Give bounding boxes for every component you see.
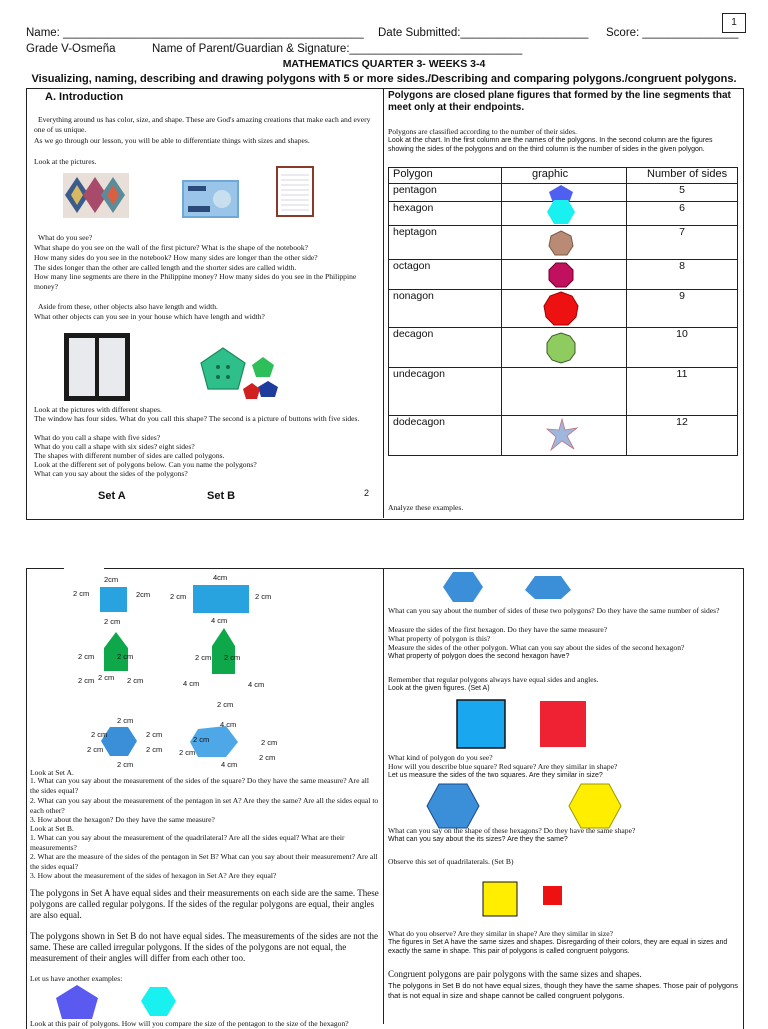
regular-polygon-reminder: Remember that regular polygons always have equal sides and angles.	[388, 675, 599, 684]
question-shape-wall: What shape do you see on the wall of the first picture? What is the shape of the notebook?	[34, 243, 308, 252]
sides-count: 7	[627, 226, 738, 260]
two-quadrilaterals-figure	[480, 880, 580, 918]
hexagon-a-label: 2 cm	[87, 745, 104, 754]
polygon-name: decagon	[389, 328, 502, 368]
pentagon-b-label: 2 cm	[217, 700, 234, 709]
hexagon-a-label: 2 cm	[117, 716, 134, 725]
two-hexagons-figure	[440, 570, 580, 604]
hexagon-a-label: 2 cm	[146, 730, 163, 739]
hexagon-b-label: 4 cm	[220, 720, 237, 729]
set-a-label: Set A	[98, 490, 126, 502]
sides-polygons-question: What can you say about the sides of the polygons?	[34, 469, 188, 478]
polygon-name: heptagon	[389, 226, 502, 260]
hexagon-b-label: 2 cm	[259, 753, 276, 762]
header-polygon: Polygon	[389, 168, 502, 184]
pentagon-b-label: 4 cm	[248, 680, 265, 689]
pentagon-a-label: 2 cm	[117, 652, 134, 661]
pentagon-a-label: 2 cm	[78, 676, 95, 685]
compare-pair-text: Look at this pair of polygons. How will you compare the size of the pentagon to the size of the hexagon?	[30, 1019, 349, 1028]
chart-instructions: Look at the chart. In the first column are the names of the polygons. In the second column are the figures showing the sides of the polygons and on the third column is the number of sides in the given polygon.	[388, 137, 713, 153]
length-width-text: The sides longer than the other are called length and the shorter sides are called width.	[34, 263, 297, 272]
sides-count: 9	[627, 290, 738, 328]
question-five-sides: What do you call a shape with five sides?	[34, 433, 161, 442]
polygons-classified-text: Polygons are classified according to the number of their sides.	[388, 127, 577, 136]
polygon-name: pentagon	[389, 184, 502, 202]
set-b-not-congruent-explanation: The polygons in Set B do not have equal sizes, though they have the same shapes. Those pair of polygons that is not equal in size and shape cannot be called congruent polygons.	[388, 981, 738, 1000]
sides-count: 8	[627, 260, 738, 290]
set-b-q1: 1. What can you say about the measurement of the quadrilateral? Are all the sides equal? What are their measurements?	[30, 833, 345, 852]
polygon-name: hexagon	[389, 202, 502, 226]
header-graphic: graphic	[502, 168, 627, 184]
heptagon-graphic	[548, 230, 574, 256]
square-bottom-label: 2 cm	[104, 617, 121, 626]
decagon-graphic	[545, 332, 577, 364]
hexagon-a-label: 2 cm	[117, 760, 134, 769]
polygon-definition: Polygons are closed plane figures that formed by the line segments that meet only at their endpoints.	[388, 90, 731, 113]
parent-signature-field: Name of Parent/Guardian & Signature:___________________________	[152, 43, 523, 55]
pentagon-a-label: 2 cm	[98, 673, 115, 682]
pentagon-b-label: 4 cm	[183, 679, 200, 688]
two-hexagons-congruent-figure	[425, 782, 655, 830]
table-row	[389, 416, 738, 456]
rectangle-top-label: 4cm	[213, 573, 228, 582]
measure-other-polygon: Measure the sides of the other polygon. What can you say about the sides of the second hexagon?	[388, 643, 685, 652]
set-a-q1: 1. What can you say about the measurement of the sides of the square? Do they have the same measure? Are all the sides equal?	[30, 776, 369, 795]
hexagon-shape-question: What can you say on the shape of these hexagons? Do they have the same shape?	[388, 826, 636, 835]
window-picture	[63, 332, 131, 402]
rectangle-right-label: 2 cm	[255, 592, 272, 601]
question-what-see: What do you see?	[38, 233, 93, 242]
table-row	[389, 290, 738, 328]
nonagon-graphic	[543, 291, 579, 327]
hexagon-b-label: 2 cm	[179, 748, 196, 757]
set-a-q2: 2. What can you say about the measurement of the pentagon in set A? Are they the same? Are all the sides equal to each other?	[30, 796, 379, 815]
question-sides-notebook: How many sides do you see in the notebook? How many sides are longer than the other side?	[34, 253, 318, 262]
hexagon-graphic	[546, 198, 576, 226]
sides-count: 6	[627, 202, 738, 226]
polygon-name: octagon	[389, 260, 502, 290]
question-six-sides: What do you call a shape with six sides? eight sides?	[34, 442, 195, 451]
analyze-examples-text: Analyze these examples.	[388, 503, 464, 512]
hexagon-b-label: 2 cm	[193, 735, 210, 744]
name-field: Name: _______________________________________________	[26, 27, 364, 39]
set-a-congruent-explanation: The figures in Set A have the same sizes and shapes. Disregarding of their colors, they are equal in sizes and exactly the same in shape. This pair of polygons is called congruent polygons.	[388, 939, 728, 955]
sides-count: 12	[627, 416, 738, 456]
different-shapes-text: Look at the pictures with different shapes.	[34, 405, 162, 414]
measure-squares-text: Let us measure the sides of the two squares. Are they similar in size?	[388, 772, 603, 779]
polygon-name: undecagon	[389, 368, 502, 416]
header-number-of-sides: Number of sides	[627, 168, 738, 184]
set-b-q3: 3. How about the measurement of the sides of hexagon in Set A? Are they equal?	[30, 871, 277, 880]
pentagon-b-label: 2 cm	[195, 653, 212, 662]
pentagon-b-label: 2 cm	[224, 653, 241, 662]
rectangle-bottom-label: 4 cm	[211, 616, 228, 625]
dodecagon-star-graphic	[546, 418, 578, 452]
date-submitted-field: Date Submitted:____________________	[378, 27, 589, 39]
question-other-objects: What other objects can you see in your house which have length and width?	[34, 312, 265, 321]
rectangle-left-label: 2 cm	[170, 592, 187, 601]
quadrilaterals-set-b-text: Observe this set of quadrilaterals. (Set B)	[388, 857, 514, 866]
regular-polygons-paragraph: The polygons in Set A have equal sides and their measurements on each side are the same. These polygons are called regular polygons. If the sides of the regular polygons are equal, their angles are also equal.	[30, 888, 379, 920]
irregular-polygons-paragraph: The polygons shown in Set B do not have equal sides. The measurements of the sides are not the same. These are called irregular polygons. If the sides of the polygons are not equal, the measurement of their angles will differ from each other too.	[30, 931, 379, 963]
page-title: MATHEMATICS QUARTER 3- WEEKS 3-4	[282, 58, 486, 70]
square-top-label: 2cm	[104, 575, 119, 584]
hexagon-a-label: 2 cm	[91, 730, 108, 739]
name-polygons-text: Look at the different set of polygons below. Can you name the polygons?	[34, 460, 257, 469]
hexagon-b-label: 4 cm	[221, 760, 238, 769]
measure-first-hexagon: Measure the sides of the first hexagon. Do they have the same measure?	[388, 625, 608, 634]
sides-count: 11	[627, 368, 738, 416]
window-four-sides-text: The window has four sides. What do you call this shape? The second is a picture of buttons with five sides.	[34, 414, 360, 423]
grade-label: Grade V-Osmeña	[26, 43, 116, 55]
table-row	[389, 260, 738, 290]
pentagon-a-label: 2 cm	[127, 676, 144, 685]
table-row	[389, 328, 738, 368]
octagon-graphic	[548, 262, 574, 288]
intro-paragraph-2: As we go through our lesson, you will be able to differentiate things with sizes and shapes.	[34, 136, 310, 145]
property-question: What property of polygon is this?	[388, 634, 491, 643]
polygons-definition-text: The shapes with different number of sides are called polygons.	[34, 451, 225, 460]
look-set-a: Look at Set A.	[30, 768, 74, 777]
table-row	[389, 202, 738, 226]
table-row	[389, 226, 738, 260]
page-subtitle: Visualizing, naming, describing and drawing polygons with 5 or more sides./Describing and comparing polygons./congruent polygons.	[31, 73, 737, 85]
square-right-label: 2cm	[136, 590, 151, 599]
congruent-polygons-definition: Congruent polygons are pair polygons with the same sizes and shapes.	[388, 969, 642, 979]
sides-count: 5	[627, 184, 738, 202]
number-of-sides-question: What can you say about the number of sides of these two polygons? Do they have the same number of sides?	[388, 606, 720, 615]
hexagon-a-label: 2 cm	[146, 745, 163, 754]
two-squares-figure	[455, 698, 595, 750]
polygon-name: dodecagon	[389, 416, 502, 456]
score-field: Score: _______________	[606, 27, 739, 39]
wall-art-picture	[63, 173, 129, 218]
describe-squares-question: How will you describe blue square? Red square? Are they similar in shape?	[388, 762, 618, 771]
pentagon-a-label: 2 cm	[78, 652, 95, 661]
sides-count: 10	[627, 328, 738, 368]
pentagon-buttons-picture	[198, 345, 284, 403]
other-objects-text: Aside from these, other objects also have length and width.	[38, 302, 218, 311]
set-a-q3: 3. How about the hexagon? Do they have the same measure?	[30, 815, 215, 824]
notebook-picture	[276, 166, 314, 217]
page-number-box: 1	[722, 13, 746, 33]
hexagon-size-question: What can you say about the its sizes? Are they the same?	[388, 836, 568, 843]
polygon-kind-question: What kind of polygon do you see?	[388, 753, 493, 762]
page-2-marker: 2	[364, 488, 370, 498]
pentagon-hexagon-pair	[55, 984, 195, 1020]
table-row	[389, 368, 738, 416]
philippine-money-picture	[182, 180, 239, 218]
polygon-name: nonagon	[389, 290, 502, 328]
another-examples-text: Let us have another examples:	[30, 974, 123, 983]
set-a-figures-note: Look at the given figures. (Set A)	[388, 685, 490, 692]
set-b-label: Set B	[207, 490, 236, 502]
look-set-b: Look at Set B.	[30, 824, 74, 833]
property-second-hexagon: What property of polygon does the second hexagon have?	[388, 653, 570, 660]
intro-paragraph-1: Everything around us has color, size, and shape. These are God's amazing creations that make each and every one of us unique.	[34, 115, 371, 134]
square-left-label: 2 cm	[73, 589, 90, 598]
look-at-pictures-text: Look at the pictures.	[34, 157, 97, 166]
question-philippine-money: How many line segments are there in the Philippine money? How many sides do you see in the Philippine money?	[34, 272, 357, 291]
introduction-heading: A. Introduction	[45, 91, 124, 103]
observe-question: What do you observe? Are they similar in shape? Are they similar in size?	[388, 929, 614, 938]
set-b-q2: 2. What are the measure of the sides of the pentagon in Set B? What can you say about their measurement? Are all the sides equal?	[30, 852, 378, 871]
polygon-chart-table	[388, 167, 738, 456]
hexagon-b-label: 2 cm	[261, 738, 278, 747]
